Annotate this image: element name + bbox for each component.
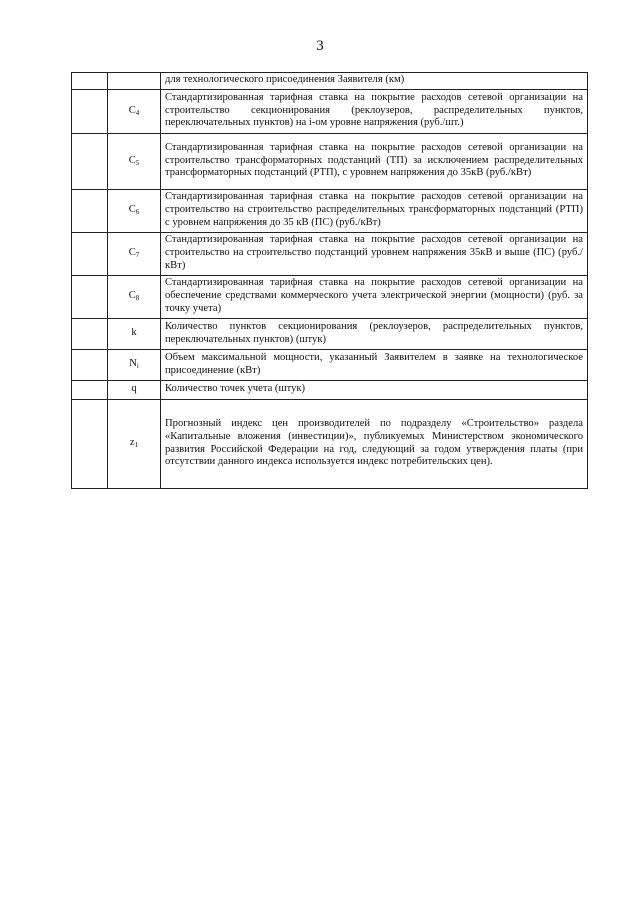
table-cell-empty	[72, 381, 108, 400]
table-cell-empty	[72, 134, 108, 190]
description-cell: Стандартизированная тарифная ставка на покрытие расходов сетевой организации на строительство трансформаторных подстанций (ТП) за исключением распределительных трансформаторных подстанций (РТП), с уровнем напряжения до 35кВ (руб./кВт)	[161, 134, 588, 190]
description-cell: для технологического присоединения Заявителя (км)	[161, 73, 588, 90]
table-row	[72, 381, 588, 400]
symbol-cell: $N_i$	[108, 350, 161, 381]
symbol-cell: q	[108, 381, 161, 400]
description-cell: Стандартизированная тарифная ставка на покрытие расходов сетевой организации на строительство секционирования (реклоузеров, распределительных пунктов, переключательных пунктов) на i-ом уровне напряжения (руб./шт.)	[161, 90, 588, 134]
table-row	[72, 90, 588, 134]
definitions-table	[71, 72, 588, 489]
description-cell: Стандартизированная тарифная ставка на покрытие расходов сетевой организации на строительство на строительство распределительных трансформаторных подстанций (РТП) с уровнем напряжения до 35 кВ (ПС) (руб./кВт)	[161, 190, 588, 233]
table-cell-empty	[72, 73, 108, 90]
table-row	[72, 134, 588, 190]
symbol-cell: $C_5$	[108, 134, 161, 190]
page-number: 3	[316, 38, 324, 54]
description-cell: Количество точек учета (штук)	[161, 381, 588, 400]
description-cell: Количество пунктов секционирования (реклоузеров, распределительных пунктов, переключательных пунктов) (штук)	[161, 319, 588, 350]
symbol-cell: $C_8$	[108, 276, 161, 319]
table-cell-empty	[72, 276, 108, 319]
table-row	[72, 400, 588, 489]
symbol-cell: k	[108, 319, 161, 350]
table-row	[72, 233, 588, 276]
symbol-cell: $C_4$	[108, 90, 161, 134]
table-cell-empty	[72, 190, 108, 233]
table-cell-empty	[72, 400, 108, 489]
table-row	[72, 276, 588, 319]
description-cell: Стандартизированная тарифная ставка на покрытие расходов сетевой организации на строительство на строительство подстанций уровнем напряжения 35кВ и выше (ПС) (руб./кВт)	[161, 233, 588, 276]
symbol-cell: $C_7$	[108, 233, 161, 276]
symbol-cell	[108, 73, 161, 90]
table-row	[72, 190, 588, 233]
description-cell: Стандартизированная тарифная ставка на покрытие расходов сетевой организации на обеспечение средствами коммерческого учета электрической энергии (мощности) (руб. за точку учета)	[161, 276, 588, 319]
description-cell: Объем максимальной мощности, указанный Заявителем в заявке на технологическое присоединение (кВт)	[161, 350, 588, 381]
table-cell-empty	[72, 90, 108, 134]
table-cell-empty	[72, 233, 108, 276]
symbol-cell: $z_1$	[108, 400, 161, 489]
table-row	[72, 350, 588, 381]
symbol-cell: $C_6$	[108, 190, 161, 233]
table-row	[72, 73, 588, 90]
table-row	[72, 319, 588, 350]
description-cell: Прогнозный индекс цен производителей по подразделу «Строительство» раздела «Капитальные вложения (инвестиции)», публикуемых Министерством экономического развития Российской Федерации на год, следующий за годом утверждения платы (при отсутствии данного индекса используется индекс потребительских цен).	[161, 400, 588, 489]
table-cell-empty	[72, 319, 108, 350]
table-cell-empty	[72, 350, 108, 381]
